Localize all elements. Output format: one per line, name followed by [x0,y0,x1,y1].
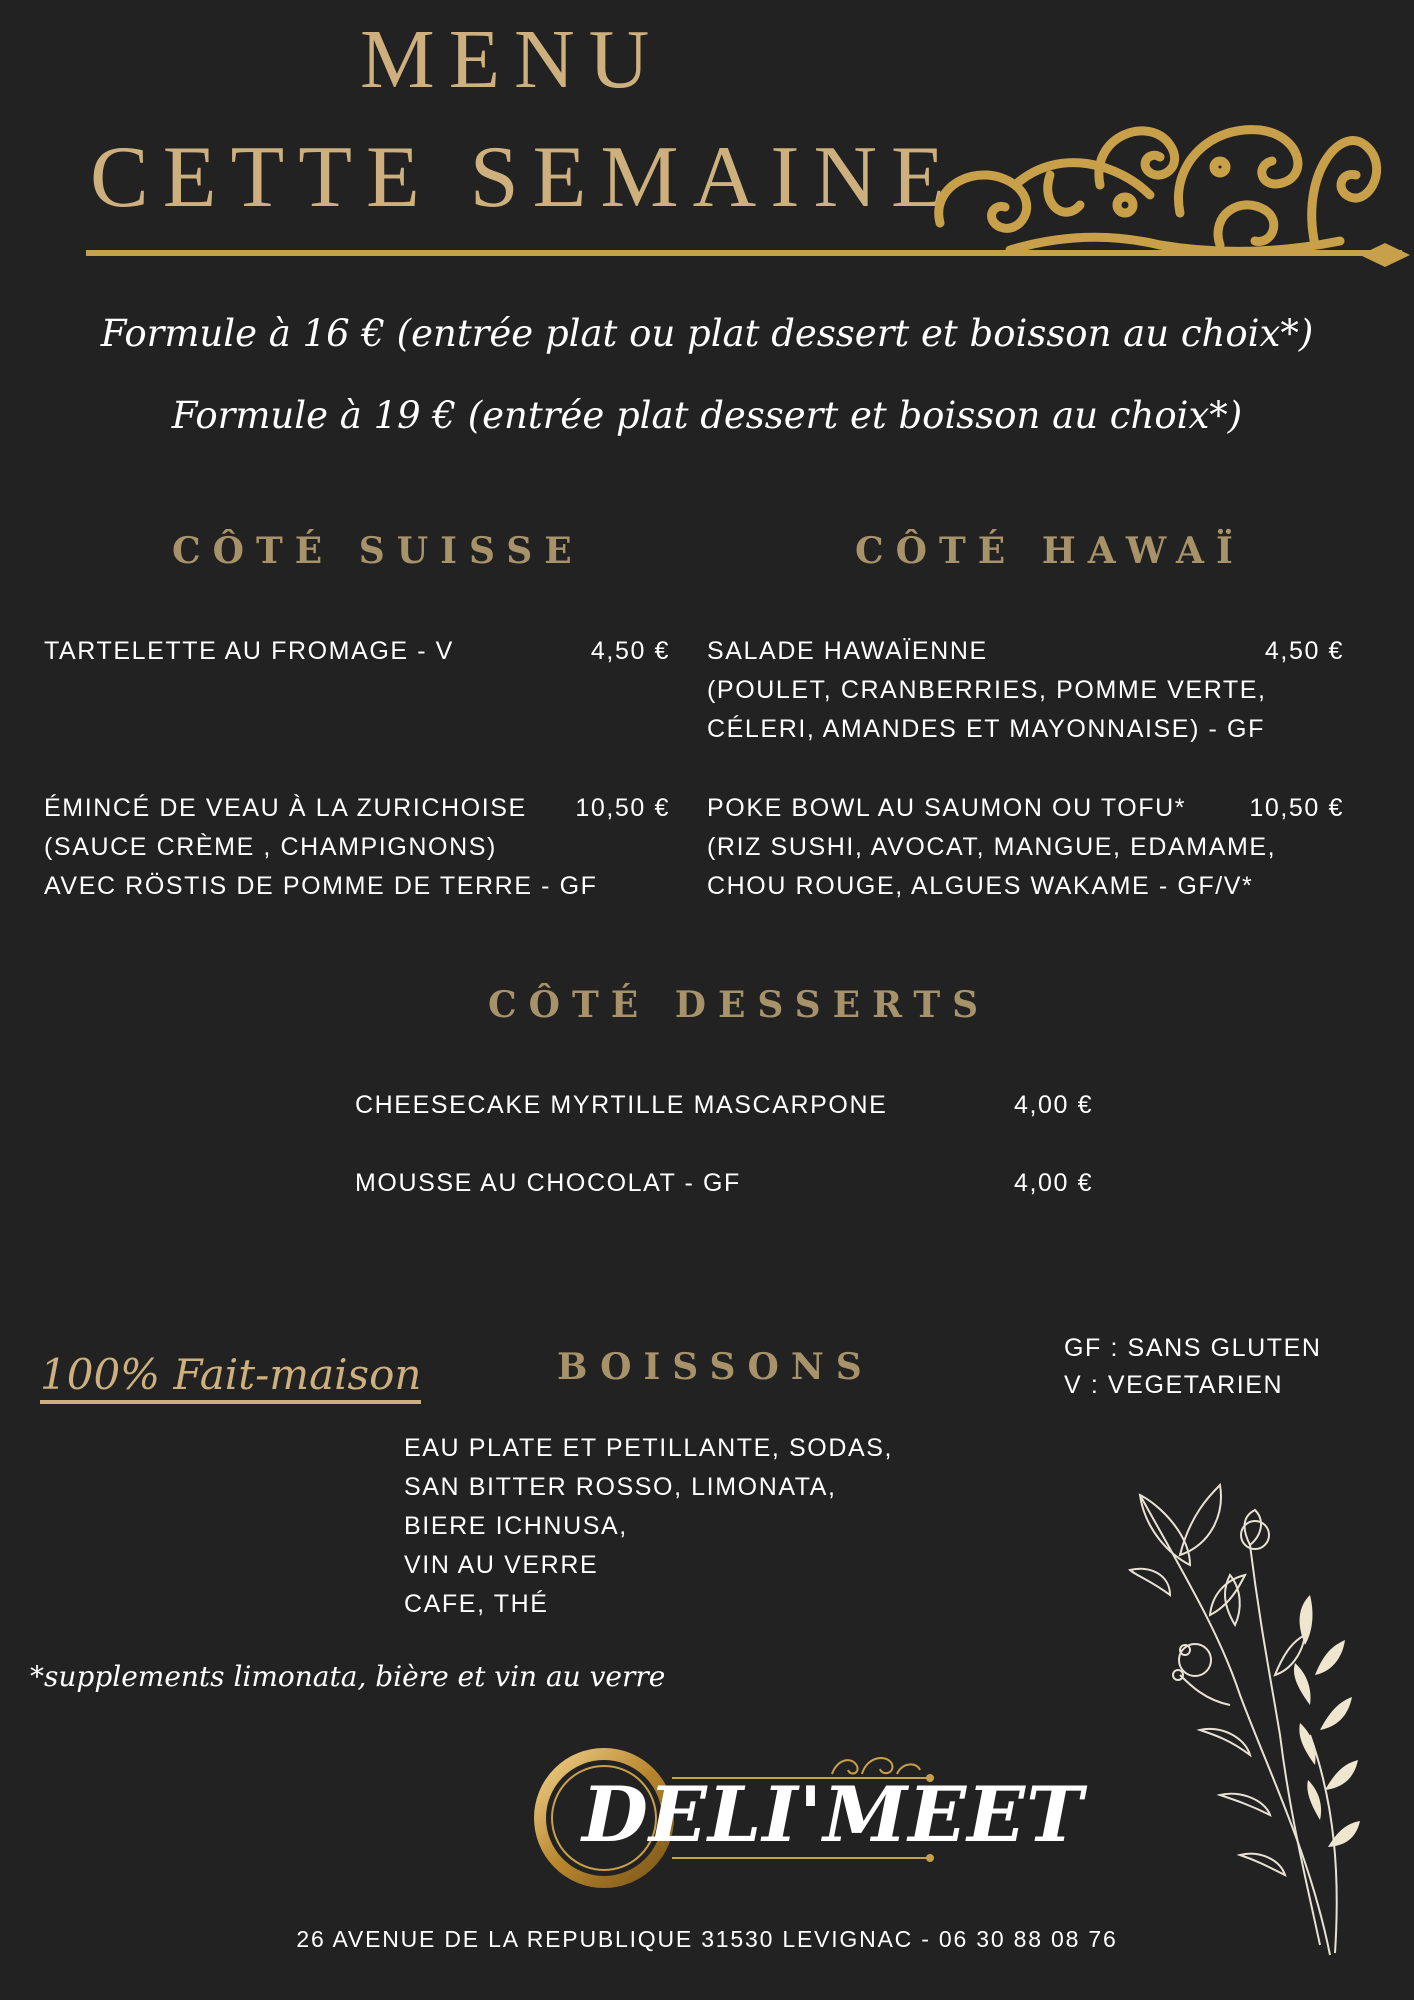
drinks-line: BIERE ICHNUSA, [404,1512,628,1540]
menu-item-price: 10,50 € [575,794,670,822]
floral-branch-icon [1120,1475,1370,1965]
delimeet-logo [532,1744,1084,1894]
formula-16: Formule à 16 € (entrée plat ou plat dessert et boisson au choix*) [100,312,1314,355]
formula-19: Formule à 19 € (entrée plat dessert et boisson au choix*) [171,394,1243,437]
supplements-note: *supplements limonata, bière et vin au verre [30,1660,666,1693]
menu-item-description: CHOU ROUGE, ALGUES WAKAME - GF/V* [707,872,1254,900]
menu-item-description: CÉLERI, AMANDES ET MAYONNAISE) - GF [707,715,1265,743]
dessert-item-name: MOUSSE AU CHOCOLAT - GF [355,1169,741,1197]
menu-item-name: POKE BOWL AU SAUMON OU TOFU* [707,794,1187,822]
menu-item-price: 10,50 € [1249,794,1344,822]
menu-item-description: (SAUCE CRÈME , CHAMPIGNONS) [44,833,497,861]
legend-v: V : VEGETARIEN [1064,1371,1284,1399]
menu-item [44,632,454,671]
logo-text: DELI'MEET [582,1770,1084,1859]
footer-address: 26 AVENUE DE LA REPUBLIQUE 31530 LEVIGNAC - 06 30 88 08 76 [296,1926,1118,1952]
menu-item [44,789,598,906]
ornamental-scroll-icon [920,105,1410,275]
drinks-line: VIN AU VERRE [404,1551,599,1579]
section-title-cote-suisse: CÔTÉ SUISSE [172,530,584,572]
fait-maison-label: 100% Fait-maison [40,1352,421,1404]
section-title-cote-desserts: CÔTÉ DESSERTS [488,984,991,1026]
section-title-boissons: BOISSONS [557,1346,874,1388]
menu-item [707,789,1276,906]
dessert-item-name: CHEESECAKE MYRTILLE MASCARPONE [355,1091,888,1119]
menu-item-name: TARTELETTE AU FROMAGE - V [44,637,454,665]
drinks-line: CAFE, THÉ [404,1590,549,1618]
menu-item-name: ÉMINCÉ DE VEAU À LA ZURICHOISE [44,794,527,822]
drinks-line: EAU PLATE ET PETILLANTE, SODAS, [404,1434,894,1462]
dessert-item-price: 4,00 € [1014,1091,1094,1119]
menu-item-description: (RIZ SUSHI, AVOCAT, MANGUE, EDAMAME, [707,833,1277,861]
drinks-list [404,1429,893,1624]
section-title-cote-hawai: CÔTÉ HAWAÏ [855,530,1245,572]
legend-gf: GF : SANS GLUTEN [1064,1334,1322,1362]
menu-item-price: 4,50 € [1264,637,1344,665]
menu-item-price: 4,50 € [590,637,670,665]
dietary-legend [1064,1330,1322,1404]
menu-item [707,632,1267,749]
menu-title: MENU [360,13,664,106]
dessert-item-price: 4,00 € [1014,1169,1094,1197]
menu-item-description: (POULET, CRANBERRIES, POMME VERTE, [707,676,1267,704]
menu-subtitle: CETTE SEMAINE [90,129,959,226]
menu-item-name: SALADE HAWAÏENNE [707,637,988,665]
menu-item-description: AVEC RÖSTIS DE POMME DE TERRE - GF [44,872,598,900]
drinks-line: SAN BITTER ROSSO, LIMONATA, [404,1473,837,1501]
